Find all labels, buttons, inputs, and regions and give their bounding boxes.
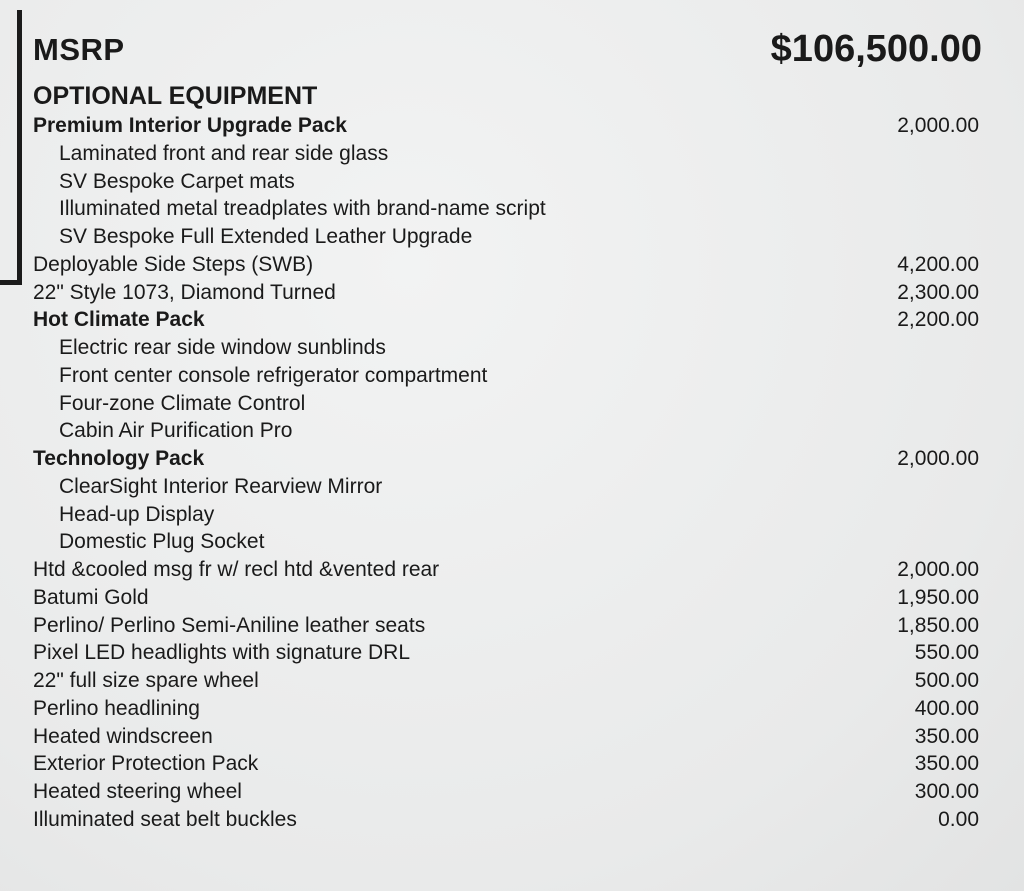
equipment-price: 550.00 — [914, 641, 979, 665]
equipment-name: Technology Pack — [33, 447, 205, 470]
equipment-row — [33, 614, 979, 642]
equipment-price: 350.00 — [914, 752, 979, 776]
equipment-name: Premium Interior Upgrade Pack — [33, 114, 347, 137]
equipment-row — [33, 641, 979, 669]
equipment-row — [33, 697, 979, 725]
equipment-name: Head-up Display — [59, 502, 215, 526]
equipment-name: Laminated front and rear side glass — [59, 141, 389, 165]
equipment-name: Hot Climate Pack — [33, 308, 205, 332]
equipment-name: Perlino/ Perlino Semi-Aniline leather seats — [33, 613, 426, 637]
equipment-name: Batumi Gold — [33, 585, 149, 609]
equipment-row — [33, 530, 979, 558]
equipment-name: Heated steering wheel — [33, 780, 242, 803]
equipment-name: Perlino headlining — [33, 696, 200, 720]
equipment-price: 0.00 — [938, 807, 979, 831]
equipment-price: 300.00 — [914, 780, 979, 803]
equipment-price: 1,850.00 — [897, 613, 979, 637]
equipment-price: 500.00 — [914, 669, 979, 692]
equipment-row — [33, 669, 979, 697]
equipment-row — [33, 808, 979, 836]
equipment-name: Heated windscreen — [33, 724, 213, 748]
equipment-price: 2,000.00 — [897, 558, 979, 581]
equipment-row — [33, 392, 979, 420]
equipment-price: 1,950.00 — [897, 585, 979, 609]
equipment-row — [33, 780, 979, 808]
equipment-name: 22" Style 1073, Diamond Turned — [33, 280, 336, 304]
equipment-price: 2,000.00 — [897, 447, 979, 470]
equipment-name: Front center console refrigerator compartment — [59, 363, 488, 387]
equipment-row — [33, 475, 979, 503]
equipment-name: Htd &cooled msg fr w/ recl htd &vented rear — [33, 558, 440, 581]
equipment-name: Pixel LED headlights with signature DRL — [33, 641, 411, 665]
equipment-name: Electric rear side window sunblinds — [59, 336, 386, 359]
equipment-name: SV Bespoke Full Extended Leather Upgrade — [59, 225, 473, 248]
msrp-price: $106,500.00 — [770, 28, 982, 70]
equipment-name: Cabin Air Purification Pro — [59, 419, 293, 443]
equipment-row — [33, 364, 979, 392]
equipment-row — [33, 725, 979, 753]
equipment-row — [33, 142, 979, 170]
equipment-name: Illuminated metal treadplates with brand-name script — [59, 197, 546, 221]
equipment-row — [33, 253, 979, 281]
equipment-name: Four-zone Climate Control — [59, 391, 306, 415]
bracket-border — [0, 10, 22, 285]
optional-equipment-heading: OPTIONAL EQUIPMENT — [33, 82, 318, 110]
equipment-row — [33, 225, 979, 253]
equipment-name: 22" full size spare wheel — [33, 669, 259, 692]
equipment-name: Illuminated seat belt buckles — [33, 807, 297, 831]
equipment-name: ClearSight Interior Rearview Mirror — [59, 474, 383, 498]
equipment-row — [33, 281, 979, 309]
equipment-row — [33, 558, 979, 586]
equipment-name: SV Bespoke Carpet mats — [59, 169, 295, 193]
equipment-row — [33, 447, 979, 475]
equipment-price: 2,000.00 — [897, 114, 979, 137]
equipment-price: 400.00 — [914, 696, 979, 720]
msrp-label: MSRP — [33, 32, 125, 67]
equipment-row — [33, 752, 979, 780]
equipment-row — [33, 503, 979, 531]
equipment-row — [33, 308, 979, 336]
equipment-price: 350.00 — [914, 724, 979, 748]
equipment-price: 2,300.00 — [897, 280, 979, 304]
equipment-row — [33, 586, 979, 614]
equipment-name: Domestic Plug Socket — [59, 530, 265, 554]
equipment-row — [33, 419, 979, 447]
equipment-row — [33, 170, 979, 198]
equipment-price: 4,200.00 — [897, 252, 979, 276]
equipment-name: Deployable Side Steps (SWB) — [33, 252, 314, 276]
equipment-price: 2,200.00 — [897, 308, 979, 332]
equipment-name: Exterior Protection Pack — [33, 752, 259, 776]
equipment-row — [33, 114, 979, 142]
equipment-row — [33, 336, 979, 364]
equipment-row — [33, 197, 979, 225]
